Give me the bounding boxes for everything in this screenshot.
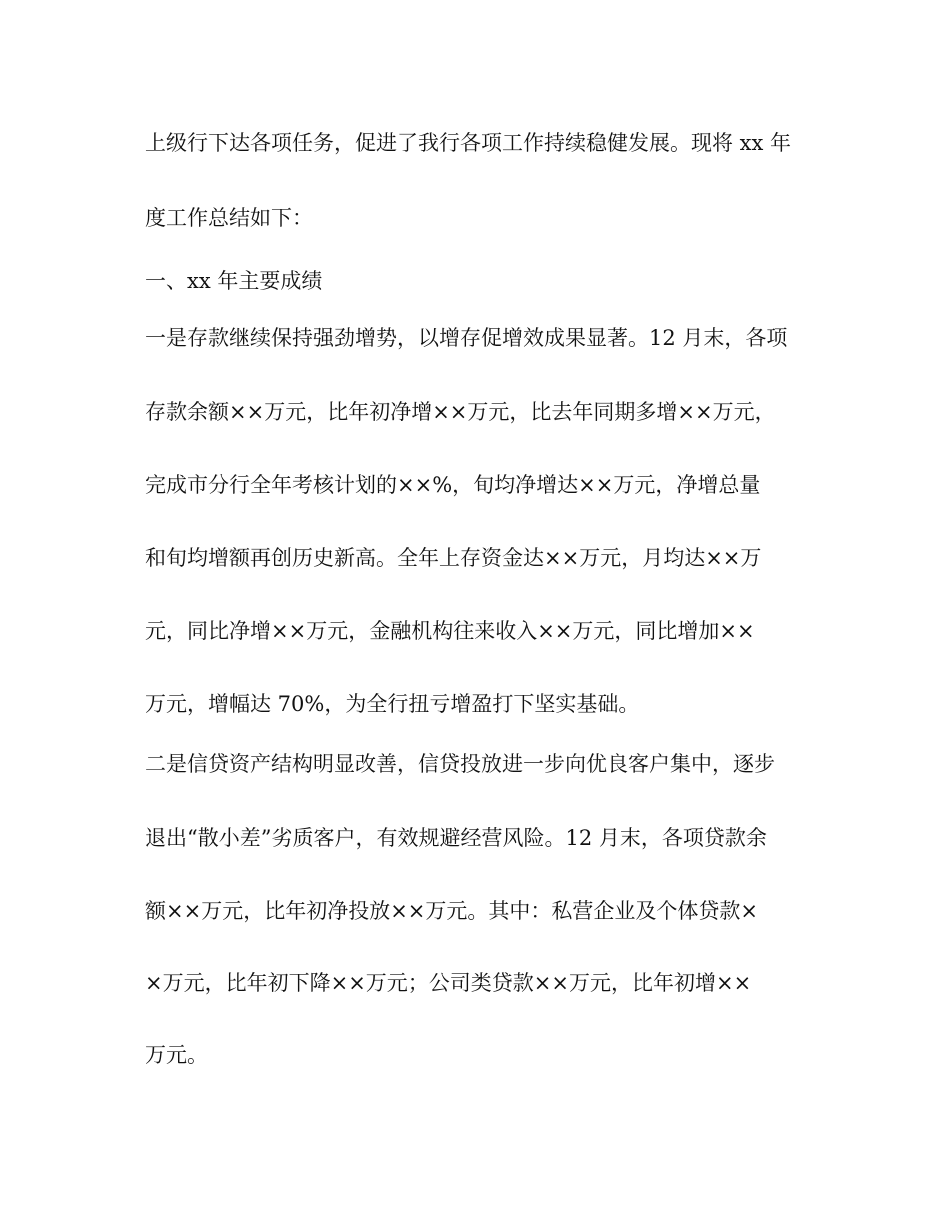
paragraph-line: 万元。	[145, 1043, 208, 1067]
paragraph-line: 二是信贷资产结构明显改善，信贷投放进一步向优良客户集中，逐步	[145, 752, 775, 776]
paragraph-line: 完成市分行全年考核计划的××%，旬均净增达××万元，净增总量	[145, 473, 761, 497]
paragraph-line: ×万元，比年初下降××万元；公司类贷款××万元，比年初增××	[145, 971, 752, 995]
section-heading: 一、xx 年主要成绩	[145, 269, 323, 293]
paragraph-line: 额××万元，比年初净投放××万元。其中：私营企业及个体贷款×	[145, 899, 758, 923]
paragraph-line: 度工作总结如下：	[145, 206, 313, 230]
paragraph-line: 万元，增幅达 70%，为全行扭亏增盈打下坚实基础。	[145, 692, 640, 716]
paragraph-line: 上级行下达各项任务，促进了我行各项工作持续稳健发展。现将 xx 年	[145, 131, 792, 155]
paragraph-line: 退出“散小差”劣质客户，有效规避经营风险。12 月末，各项贷款余	[145, 826, 767, 850]
paragraph-line: 存款余额××万元，比年初净增××万元，比去年同期多增××万元，	[145, 400, 776, 424]
paragraph-line: 一是存款继续保持强劲增势，以增存促增效成果显著。12 月末，各项	[145, 326, 788, 350]
paragraph-line: 元，同比净增××万元，金融机构往来收入××万元，同比增加××	[145, 619, 755, 643]
paragraph-line: 和旬均增额再创历史新高。全年上存资金达××万元，月均达××万	[145, 546, 762, 570]
